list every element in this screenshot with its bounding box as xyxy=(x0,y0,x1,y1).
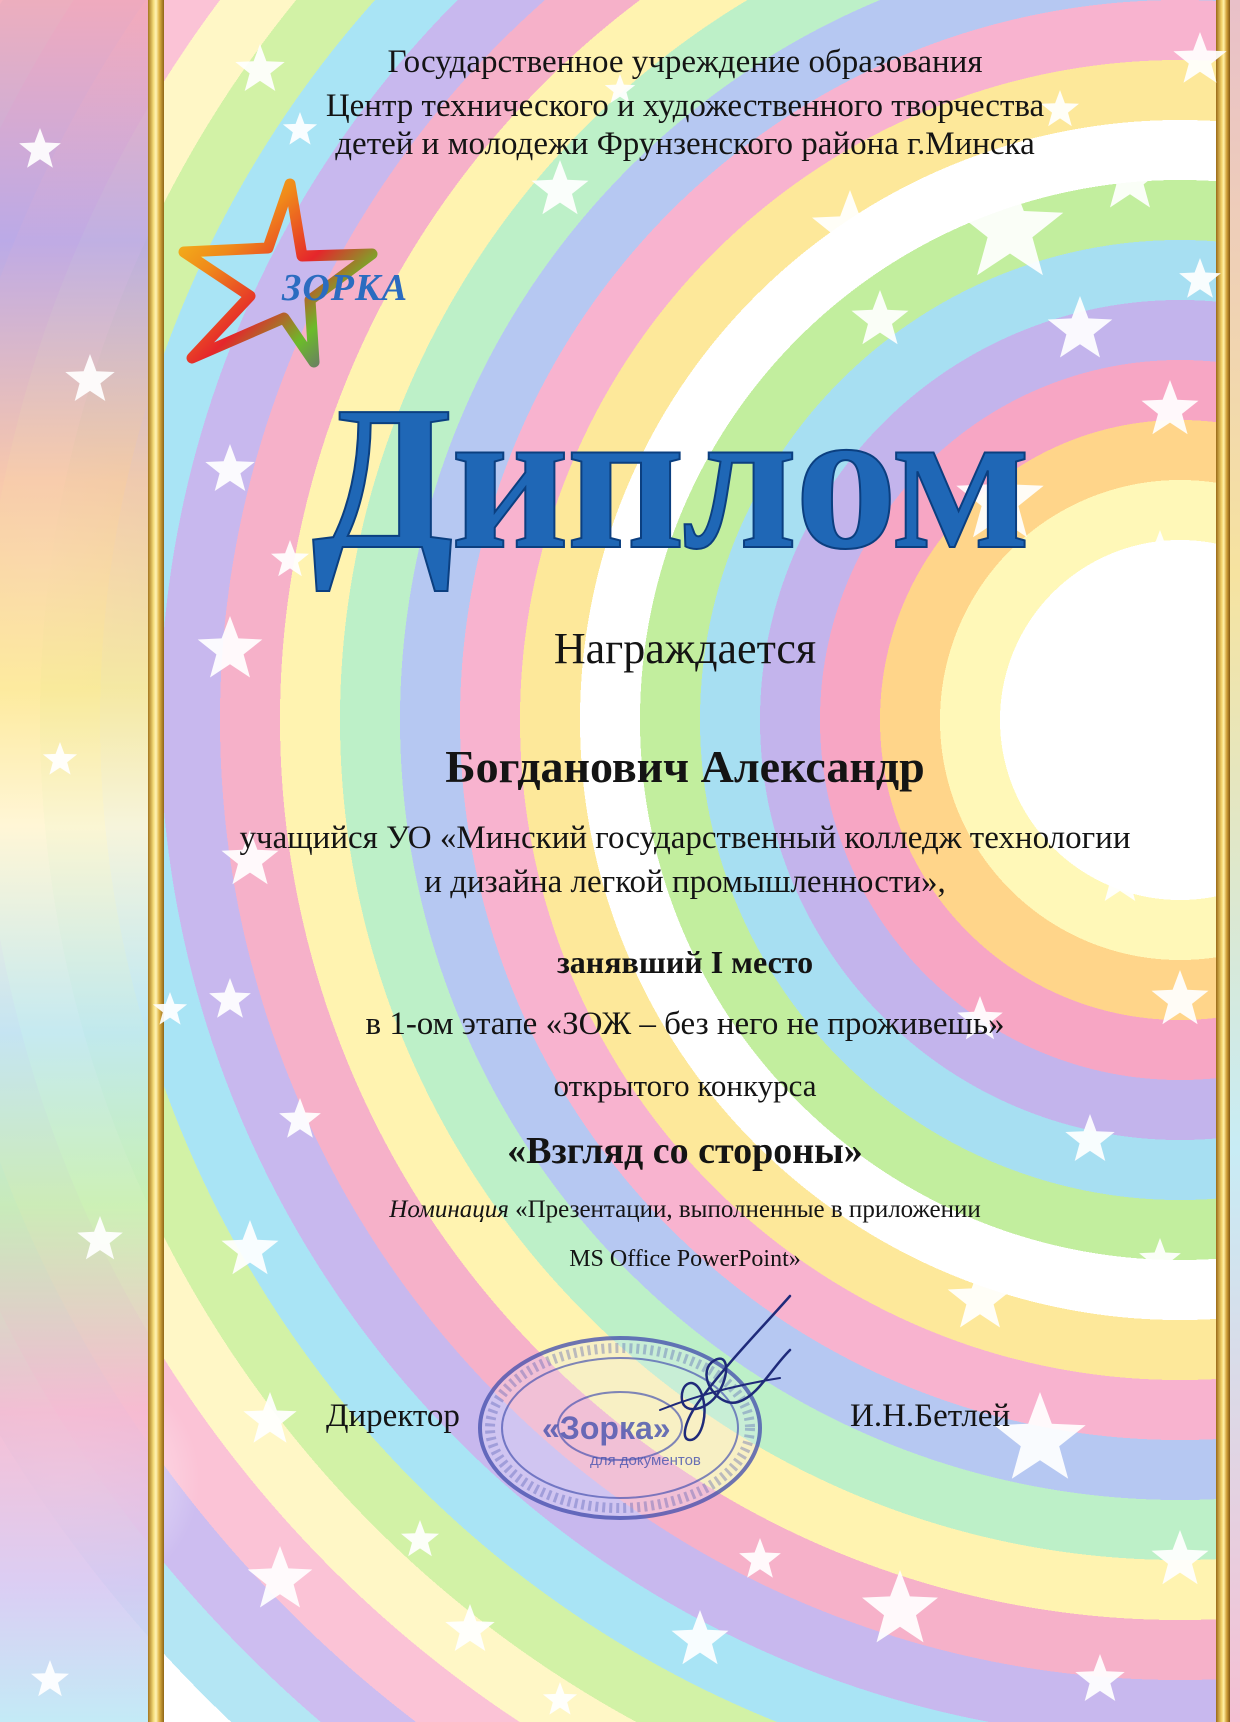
director-title: Директор xyxy=(326,1398,460,1434)
decor-star xyxy=(852,290,909,344)
nomination-line xyxy=(170,1194,1200,1226)
recipient-description-line-2: и дизайна легкой промышленности», xyxy=(424,864,946,900)
decor-star xyxy=(862,1570,938,1642)
decor-star xyxy=(812,190,888,262)
decor-star xyxy=(401,1520,439,1556)
decor-star xyxy=(1149,698,1191,738)
decor-star xyxy=(1132,530,1189,584)
decor-star xyxy=(957,174,1064,275)
decor-star xyxy=(532,160,589,214)
decor-star xyxy=(77,1216,123,1259)
decor-star xyxy=(948,1266,1013,1328)
decor-star xyxy=(43,742,77,775)
decor-star xyxy=(739,1538,781,1578)
decor-star xyxy=(248,1546,313,1608)
decor-star xyxy=(543,1682,577,1715)
recipient-description-line-1: учащийся УО «Минский государственный колледж технологии xyxy=(239,820,1131,856)
director-name: И.Н.Бетлей xyxy=(850,1398,1011,1434)
logo-text: ЗОРКА xyxy=(282,267,409,309)
stage-text: в 1-ом этапе «ЗОЖ – без него не проживешь» xyxy=(365,1006,1005,1042)
recipient-name: Богданович Александр xyxy=(445,741,925,792)
decor-star xyxy=(1142,380,1199,434)
organization-line-3: детей и молодежи Фрунзенского района г.Минска xyxy=(335,126,1035,162)
place-text: занявший I место xyxy=(556,944,814,980)
decor-star xyxy=(1152,1530,1209,1584)
nomination-text: «Презентации, выполненные в приложении xyxy=(515,1196,981,1223)
nomination-label: Номинация xyxy=(389,1196,509,1223)
organization-line-1: Государственное учреждение образования xyxy=(387,44,983,80)
contest-name: «Взгляд со стороны» xyxy=(507,1130,863,1172)
decor-star xyxy=(65,354,114,401)
contest-label: открытого конкурса xyxy=(553,1068,817,1103)
decor-star xyxy=(672,1610,729,1664)
decor-star xyxy=(205,444,254,491)
awarded-label: Награждается xyxy=(553,624,817,673)
decor-star xyxy=(445,1604,494,1651)
decor-star xyxy=(1179,258,1221,298)
decor-star xyxy=(31,1660,69,1696)
diploma-title: Диплом xyxy=(311,363,1029,592)
director-signature xyxy=(640,1290,820,1460)
organization-line-2: Центр технического и художественного творчества xyxy=(325,88,1045,124)
stamp-sub-text: для документов xyxy=(590,1452,701,1469)
decor-star xyxy=(19,128,61,168)
nomination-software: MS Office PowerPoint» xyxy=(569,1246,801,1272)
stamp-main-text: «Зорка» xyxy=(542,1410,671,1446)
decor-star xyxy=(1075,1654,1124,1701)
decor-star xyxy=(1048,296,1113,358)
decor-star xyxy=(243,1392,296,1443)
